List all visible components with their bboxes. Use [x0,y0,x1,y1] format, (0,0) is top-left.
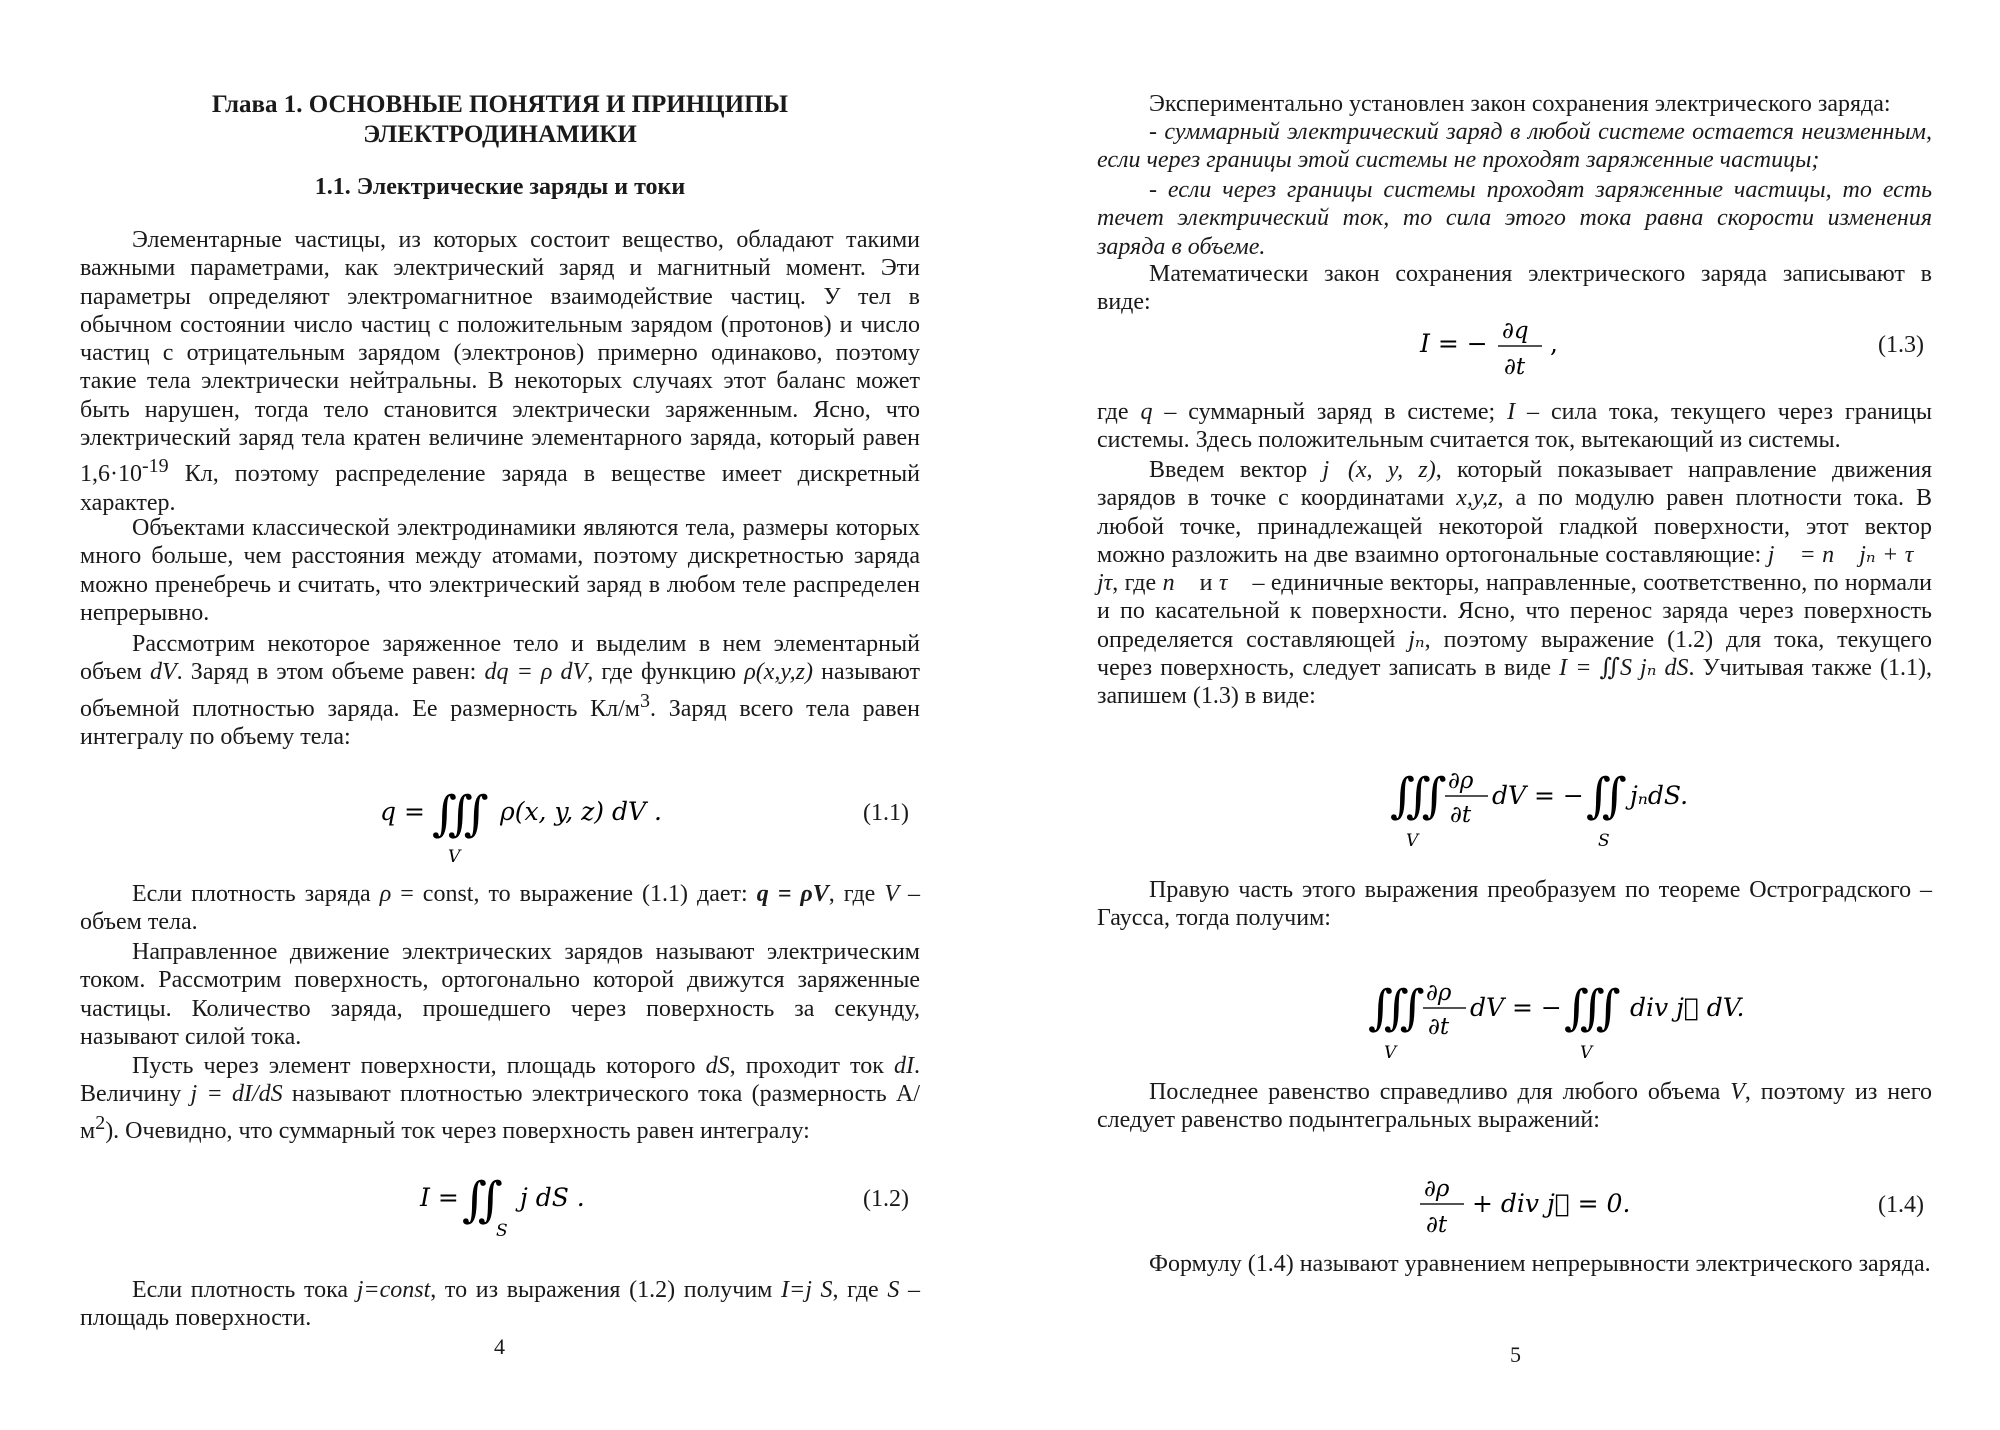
eqb-mid: dV = − [1470,993,1562,1022]
chapter-title-line2: ЭЛЕКТРОДИНАМИКИ [363,121,637,148]
section-title: 1.1. Электрические заряды и токи [314,174,686,200]
right-page [1000,0,2000,1430]
equation-divergence [1368,972,1745,1072]
equation-1-2 [420,1158,620,1258]
paragraph-electric-current: Направленное движение электрических зарядов называют электрическим током. Рассмотрим поверхность, ортогонально которой движутся заряженные частицы. Количество заряда, прошедшего через поверхность за секунду, называют силой тока. [80,939,920,1050]
chapter-title [190,90,810,150]
equation-1-4-number: (1.4) [1878,1192,1924,1218]
eqa-sub-right: S [1598,831,1610,851]
paragraph-continuity-equation: Формулу (1.4) называют уравнением непрерывности электрического заряда. [1149,1251,1931,1277]
equation-continuity-integral [1390,760,1690,860]
paragraph-conservation-law: Экспериментально установлен закон сохранения электрического заряда: [1149,91,1891,117]
paragraph-ostrogradsky: Правую часть этого выражения преобразуем по теореме Остроградского – Гаусса, тогда получим: [1097,877,1932,932]
paragraph-current-density: Пусть через элемент поверхности, площадь которого dS, проходит ток dI. Величину j = dI/dS называют плотностью электрического тока (размерность $А/м^2$). Очевидно, что суммарный ток через поверхность равен интегралу: [80,1053,921,1144]
eqa-integral-right: ∬ [1586,768,1627,824]
equation-1-4 [1420,1162,1640,1262]
eqb-denominator: ∂t [1428,1014,1450,1040]
paragraph-where-q: где q – суммарный заряд в системе; I – сила тока, текущего через границы системы. Здесь положительным считается ток, вытекающий из системы. [1097,399,1933,454]
eq3-tail: , [1550,329,1558,358]
eq1-integral-symbol: ∭ [432,786,489,842]
eqb-tail: div j⃗ dV. [1630,993,1745,1022]
eq2-rhs: j dS . [520,1183,585,1212]
paragraph-constant-current: Если плотность тока j=const, то из выражения (1.2) получим I=j S, где S – площадь поверхности. [80,1277,921,1332]
eqa-tail: jₙdS. [1630,781,1689,810]
equation-1-1-number: (1.1) [863,800,909,826]
eq2-subscript: S [496,1221,508,1241]
eqb-integral-left: ∭ [1368,980,1425,1036]
eq4-denominator: ∂t [1426,1212,1448,1238]
eq3-numerator: ∂q [1502,318,1529,344]
paragraph-law-point-2: - если через границы системы проходят заряженные частицы, то есть течет электрический ток, то сила этого тока равна скорости изменения заряда в объеме. [1097,177,1932,260]
equation-1-3 [1420,306,1640,406]
eqb-sub-left: V [1384,1043,1397,1063]
eq2-integral-symbol: ∬ [462,1172,503,1228]
eq1-rhs: ρ(x, y, z) dV . [500,797,662,826]
paragraph-law-point-1: - суммарный электрический заряд в любой системе остается неизменным, если через границы этой системы не проходят заряженные частицы; [1097,119,1932,174]
eqb-sub-right: V [1580,1043,1593,1063]
eq3-lhs: I = − [1420,329,1488,358]
eq2-lhs: I = [420,1183,459,1212]
chapter-title-line1: Глава 1. ОСНОВНЫЕ ПОНЯТИЯ И ПРИНЦИПЫ [211,91,789,118]
eqa-sub-left: V [1406,831,1419,851]
eq3-denominator: ∂t [1504,354,1526,380]
paragraph-current-vector: Введем вектор j⃗(x, y, z), который показывает направление движения зарядов в точке с координатами x,y,z, а по модулю равен плотности тока. В любой точке, принадлежащей некоторой гладкой поверхности, этот вектор можно разложить на две взаимно ортогональные составляющие: j⃗ = n⃗ jₙ + τ⃗ jτ, где n⃗ и τ⃗ – единичные векторы, направленные, соответственно, по нормали и по касательной к поверхности. Ясно, что перенос заряда через поверхность определяется составляющей jₙ, поэтому выражение (1.2) для тока, текущего через поверхность, следует записать в виде I = ∬S jₙ dS. Учитывая также (1.1), запишем (1.3) в виде: [1097,457,1933,710]
eq1-lhs: q = [380,797,425,826]
page-number-left: 4 [494,1334,505,1359]
eq1-subscript: V [448,847,461,867]
eqb-integral-right: ∭ [1564,980,1621,1036]
paragraph-last-equality: Последнее равенство справедливо для любого объема V, поэтому из него следует равенство подынтегральных выражений: [1097,1079,1933,1134]
paragraph-charge-density: Рассмотрим некоторое заряженное тело и выделим в нем элементарный объем dV. Заряд в этом объеме равен: dq = ρ dV, где функцию ρ(x,y,z) называют объемной плотностью заряда. Ее размерность $Кл/м^3$. Заряд всего тела равен интегралу по объему тела: [80,631,921,750]
eq4-numerator: ∂ρ [1424,1176,1450,1202]
equation-1-1 [380,772,662,872]
equation-1-2-number: (1.2) [863,1186,909,1212]
eqa-integral-left: ∭ [1390,768,1447,824]
equation-1-3-number: (1.3) [1878,332,1924,358]
eqa-mid: dV = − [1492,781,1584,810]
paragraph-classical-objects: Объектами классической электродинамики являются тела, размеры которых много больше, чем расстояния между атомами, поэтому дискретностью заряда можно пренебречь и считать, что электрический заряд в любом теле распределен непрерывно. [80,515,920,626]
eqa-denominator: ∂t [1450,802,1472,828]
eqb-numerator: ∂ρ [1426,980,1452,1006]
paragraph-constant-density: Если плотность заряда ρ = const, то выражение (1.1) дает: q = ρV, где V – объем тела. [80,881,921,936]
eqa-numerator: ∂ρ [1448,768,1474,794]
paragraph-math-form: Математически закон сохранения электрического заряда записывают в виде: [1097,261,1932,316]
eq4-tail: + div j⃗ = 0. [1472,1189,1631,1218]
paragraph-particles: Элементарные частицы, из которых состоит вещество, обладают такими важными параметрами, как электрический заряд и магнитный момент. Эти параметры определяют электромагнитное взаимодействие частиц. У тел в обычном состоянии число частиц с положительным зарядом (протонов) и число частиц с отрицательным зарядом (электронов) примерно одинаково, поэтому такие тела электрически нейтральны. В некоторых случаях этот баланс может быть нарушен, тогда тело становится электрически заряженным. Ясно, что электрический заряд тела кратен величине элементарного заряда, который равен $1,6\cdot 10^{-19}$ Кл, поэтому распределение заряда в веществе имеет дискретный характер. [80,227,920,516]
page-number-right: 5 [1510,1342,1521,1367]
